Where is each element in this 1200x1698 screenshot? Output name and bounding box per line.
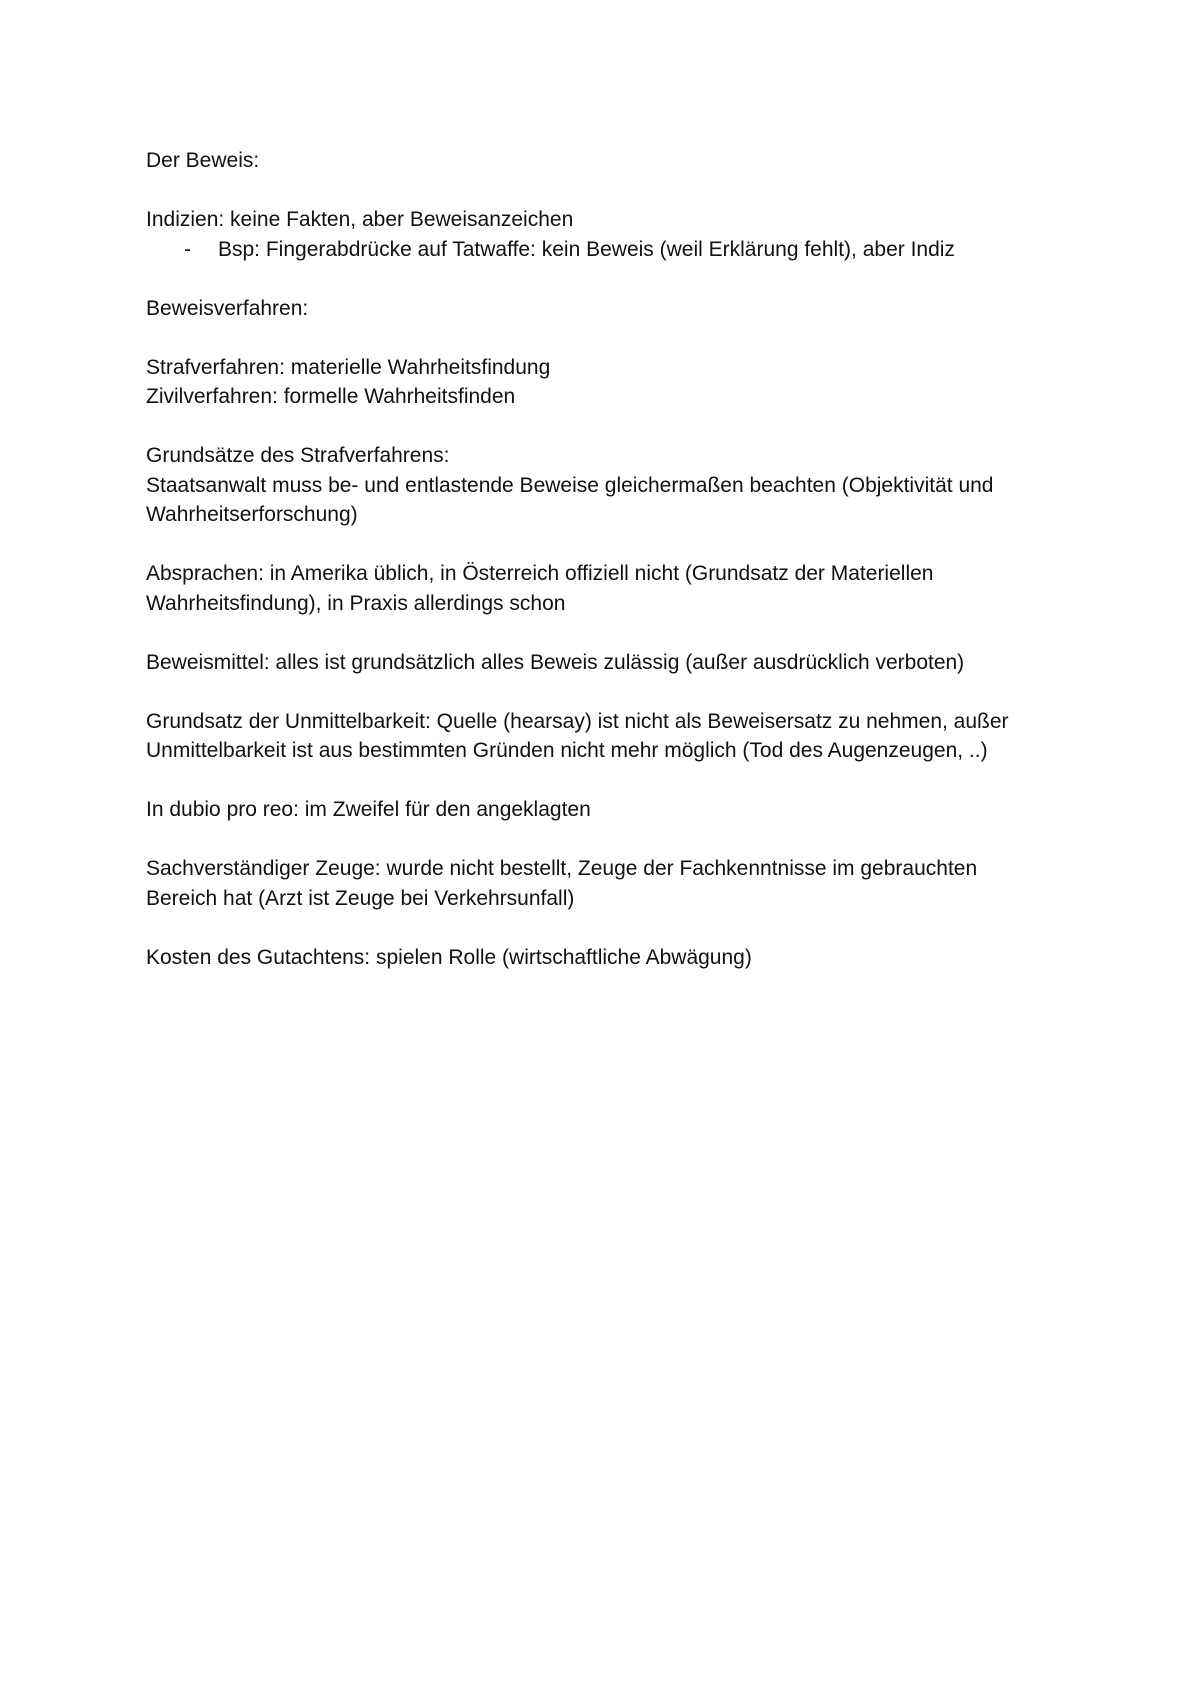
spacer [146,323,1076,353]
beweismittel-line: Beweismittel: alles ist grundsätzlich alles Beweis zulässig (außer ausdrücklich verboten) [146,650,965,674]
grundsaetze-line-1: Staatsanwalt muss be- und entlastende Beweise gleichermaßen beachten (Objektivität und [146,473,994,497]
indizien-example-item [146,235,1076,265]
sachverstaendiger-line-1: Sachverständiger Zeuge: wurde nicht bestellt, Zeuge der Fachkenntnisse im gebrauchten [146,857,978,880]
indizien-example-text: Bsp: Fingerabdrücke auf Tatwaffe: kein Beweis (weil Erklärung fehlt), aber Indiz [218,237,955,261]
grundsaetze-line-2: Wahrheitserforschung) [146,503,358,526]
document-heading: Der Beweis: [146,149,260,172]
spacer [146,618,1076,648]
unmittelbarkeit-line-2: Unmittelbarkeit ist aus bestimmten Gründen nicht mehr möglich (Tod des Augenzeugen, ..) [146,739,988,762]
absprachen-line-2: Wahrheitsfindung), in Praxis allerdings schon [146,591,566,615]
unmittelbarkeit-line-1: Grundsatz der Unmittelbarkeit: Quelle (hearsay) ist nicht als Beweisersatz zu nehmen, außer [146,709,1009,733]
spacer [146,677,1076,707]
indizien-paragraph: Indizien: keine Fakten, aber Beweisanzeichen [146,208,574,231]
in-dubio-line: In dubio pro reo: im Zweifel für den angeklagten [146,798,591,821]
spacer [146,176,1076,206]
document-body [146,146,1076,972]
zivilverfahren-line: Zivilverfahren: formelle Wahrheitsfinden [146,385,516,408]
grundsaetze-heading: Grundsätze des Strafverfahrens: [146,444,450,467]
spacer [146,913,1076,943]
sachverstaendiger-line-2: Bereich hat (Arzt ist Zeuge bei Verkehrsunfall) [146,886,575,910]
strafverfahren-line: Strafverfahren: materielle Wahrheitsfindung [146,355,551,379]
spacer [146,766,1076,796]
spacer [146,264,1076,294]
spacer [146,530,1076,560]
beweisverfahren-heading: Beweisverfahren: [146,296,309,320]
spacer [146,412,1076,442]
absprachen-line-1: Absprachen: in Amerika üblich, in Österreich offiziell nicht (Grundsatz der Materiellen [146,562,934,585]
spacer [146,825,1076,855]
bullet-dash: - [184,237,191,261]
kosten-line: Kosten des Gutachtens: spielen Rolle (wirtschaftliche Abwägung) [146,945,752,969]
